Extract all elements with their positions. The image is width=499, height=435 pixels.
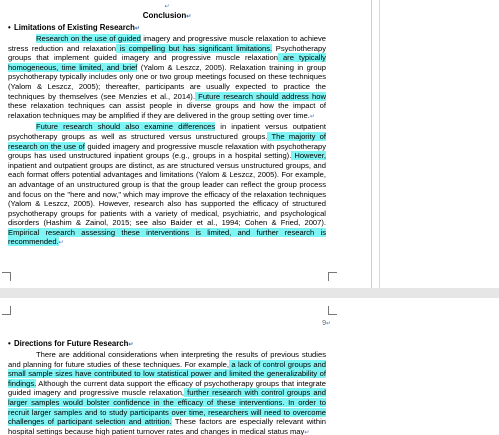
highlighted-text-run: Future research should also examine differences bbox=[36, 122, 216, 132]
crop-mark-icon bbox=[2, 306, 11, 315]
text-run: guided imagery and progressive muscle relaxation with psychotherapy groups has used unstructured inpatient groups (e.g., groups in a hospital setting). bbox=[8, 141, 326, 161]
heading-text: Directions for Future Research bbox=[14, 339, 129, 348]
highlighted-text-run: Empirical research assessing these interventions is limited, and further research is recommended. bbox=[8, 227, 326, 247]
paragraph-1[interactable] bbox=[8, 34, 326, 122]
paragraph-mark-icon: ↵ bbox=[128, 342, 134, 348]
highlighted-text-run: a lack of control groups and small sample sizes have contributed to low statistical power and limited the generalizability of findings. bbox=[8, 359, 327, 388]
adjacent-page-area bbox=[379, 0, 499, 288]
crop-mark-icon bbox=[328, 306, 337, 315]
crop-mark-icon bbox=[2, 272, 11, 281]
page-number-text: 9 bbox=[322, 320, 326, 327]
highlighted-text-run: further research with control groups and larger samples would bolster confidence in the efficacy of these interventions. In order to recruit larger samples and to study participants over time, researchers will need to overcome challenges of participant selection and attrition. bbox=[8, 388, 326, 427]
page-edge-divider bbox=[371, 0, 372, 288]
paragraph-mark-icon: ↵ bbox=[186, 14, 192, 20]
text-run: these relaxation techniques can assist people in diverse groups and how the impact of relaxation techniques may be amplified if they are delivered in the group setting over time. bbox=[8, 101, 326, 120]
text-run: imagery and progressive muscle relaxation to achieve stress reduction and relaxation bbox=[8, 34, 326, 53]
page-1-content[interactable] bbox=[8, 4, 326, 249]
crop-mark-icon bbox=[328, 272, 337, 281]
heading-text: Limitations of Existing Research bbox=[14, 23, 135, 32]
text-run: Although the current data support the efficacy of psychotherapy groups that integrate guided imagery and progressive muscle relaxation, bbox=[8, 378, 326, 398]
text-run: inpatient and outpatient groups are distinct, as are structured versus unstructured groups, and each format offers potential advantages and limitations (Yalom & Leszcz, 2005). For example, an advantage of an unstructured group is that the group leader can reflect the group process and focus on the "here and now," which may improve the efficacy of the relaxation techniques (Yalom & Leszcz, 2005). However, research also has supported the efficacy of structured psychotherapy groups for patients with a variety of medical, psychiatric, and psychological disorders (Hashim & Zainol, 2015; see also Baider et al., 1994; Cohen & Fried, 2007). bbox=[8, 160, 326, 228]
section-heading-limitations[interactable] bbox=[8, 23, 326, 34]
bullet-icon: • bbox=[8, 339, 11, 348]
paragraph-mark-icon: ↵ bbox=[304, 429, 310, 435]
text-run: These factors are especially relevant within hospital settings because high patient turnover rates and changes in medical status may bbox=[8, 417, 326, 435]
highlighted-text-run: Future research should address how bbox=[194, 91, 326, 101]
highlighted-text-run: Research on the use of guided bbox=[36, 34, 141, 43]
section-heading-directions[interactable] bbox=[8, 339, 326, 350]
highlighted-text-run: is compelling but has significant limitations. bbox=[116, 43, 273, 53]
paragraph-3[interactable] bbox=[8, 350, 326, 435]
page-number bbox=[322, 320, 331, 327]
text-run: There are additional considerations when interpreting the results of previous studies and planning for future studies of these techniques. For example, bbox=[8, 350, 326, 369]
highlighted-text-run: However, bbox=[291, 151, 327, 161]
title-text: Conclusion bbox=[142, 11, 187, 20]
paragraph-mark-icon: ↵ bbox=[164, 4, 170, 10]
document-title[interactable] bbox=[8, 10, 326, 23]
page-2-content[interactable] bbox=[8, 339, 326, 435]
paragraph-mark-icon: ↵ bbox=[134, 26, 140, 32]
paragraph-2[interactable] bbox=[8, 122, 326, 249]
bullet-icon: • bbox=[8, 23, 11, 32]
paragraph-mark-icon: ↵ bbox=[309, 113, 315, 120]
paragraph-mark-icon: ↵ bbox=[325, 321, 331, 327]
text-run: in inpatient versus outpatient psychotherapy groups as well as structured versus unstructured groups. bbox=[8, 122, 326, 141]
paragraph-mark-icon: ↵ bbox=[58, 240, 64, 247]
highlighted-text-run: The majority of research on the use of bbox=[8, 131, 326, 151]
highlighted-text-run: are typically homogeneous, time limited, and brief bbox=[8, 53, 326, 72]
text-run: (Yalom & Leszcz, 2005). Relaxation training in group psychotherapy typically includes only one or two group meetings focused on these techniques (Yalom & Leszcz, 2005); thereafter, participants are usually expected to practice the techniques by themselves (see Menzies et al., 2014). bbox=[8, 62, 326, 101]
document-page-2 bbox=[0, 298, 499, 435]
text-run: Psychotherapy groups that implement guided imagery and progressive muscle relaxation bbox=[8, 43, 326, 63]
